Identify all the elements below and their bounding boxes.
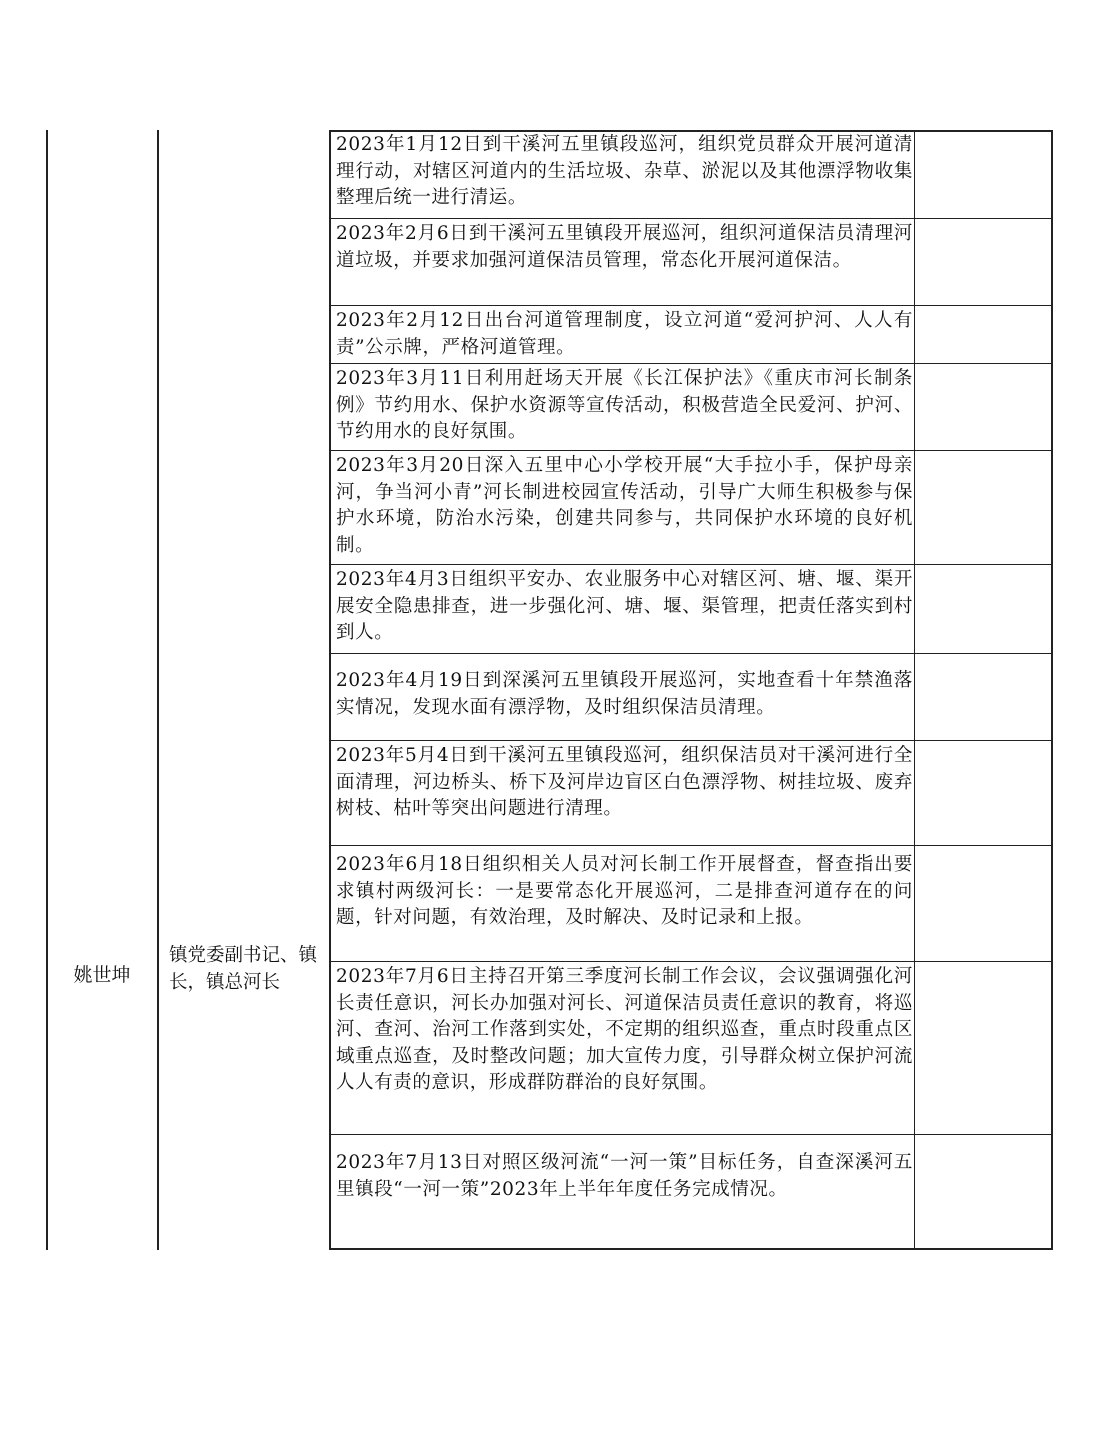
record-note: [914, 565, 1051, 653]
person-name: 姚世坤: [73, 963, 131, 986]
record-text: 2023年5月4日到干溪河五里镇段巡河，组织保洁员对干溪河进行全面清理，河边桥头、桥下及河岸边盲区白色漂浮物、树挂垃圾、废弃树枝、枯叶等突出问题进行清理。: [336, 745, 913, 819]
table-row: [331, 1135, 1051, 1248]
record-text: 2023年4月19日到深溪河五里镇段开展巡河，实地查看十年禁渔落实情况，发现水面有漂浮物，及时组织保洁员清理。: [336, 670, 913, 718]
record-text: 2023年3月11日利用赶场天开展《长江保护法》《重庆市河长制条例》节约用水、保护水资源等宣传活动，积极营造全民爱河、护河、节约用水的良好氛围。: [336, 368, 913, 442]
record-text: 2023年1月12日到干溪河五里镇段巡河，组织党员群众开展河道清理行动，对辖区河道内的生活垃圾、杂草、淤泥以及其他漂浮物收集整理后统一进行清运。: [336, 134, 913, 208]
table-row: [331, 132, 1051, 219]
record-note: [914, 962, 1051, 1134]
records-table: [329, 130, 1053, 1250]
record-text: 2023年7月13日对照区级河流“一河一策”目标任务，自查深溪河五里镇段“一河一策”2023年上半年年度任务完成情况。: [336, 1152, 913, 1200]
record-note: [914, 306, 1051, 363]
record-text: 2023年7月6日主持召开第三季度河长制工作会议，会议强调强化河长责任意识，河长办加强对河长、河道保洁员责任意识的教育，将巡河、查河、治河工作落到实处，不定期的组织巡查，重点时段重点区域重点巡查，及时整改问题；加大宣传力度，引导群众树立保护河流人人有责的意识，形成群防群治的良好氛围。: [336, 966, 913, 1093]
record-note: [914, 846, 1051, 961]
person-title: 镇党委副书记、镇长，镇总河长: [169, 945, 318, 993]
table-column-divider: [157, 130, 159, 1250]
table-row: [331, 565, 1051, 654]
record-note: [914, 654, 1051, 740]
record-note: [914, 364, 1051, 450]
table-row: [331, 654, 1051, 741]
record-note: [914, 741, 1051, 845]
record-note: [914, 451, 1051, 564]
table-row: [331, 306, 1051, 364]
record-text: 2023年6月18日组织相关人员对河长制工作开展督查，督查指出要求镇村两级河长：一是要常态化开展巡河，二是排查河道存在的问题，针对问题，有效治理，及时解决、及时记录和上报。: [336, 854, 913, 928]
record-text: 2023年3月20日深入五里中心小学校开展“大手拉小手，保护母亲河，争当河小青”河长制进校园宣传活动，引导广大师生积极参与保护水环境，防治水污染，创建共同参与，共同保护水环境的良好机制。: [336, 455, 913, 556]
record-note: [914, 132, 1051, 218]
table-row: [331, 364, 1051, 451]
record-text: 2023年2月6日到干溪河五里镇段开展巡河，组织河道保洁员清理河道垃圾，并要求加强河道保洁员管理，常态化开展河道保洁。: [336, 223, 913, 271]
table-row: [331, 962, 1051, 1135]
record-note: [914, 1135, 1051, 1248]
table-row: [331, 846, 1051, 962]
record-text: 2023年4月3日组织平安办、农业服务中心对辖区河、塘、堰、渠开展安全隐患排查，进一步强化河、塘、堰、渠管理，把责任落实到村到人。: [336, 569, 913, 643]
table-row: [331, 741, 1051, 846]
record-note: [914, 219, 1051, 305]
table-left-border: [46, 130, 48, 1250]
table-row: [331, 451, 1051, 565]
table-row: [331, 219, 1051, 306]
record-text: 2023年2月12日出台河道管理制度，设立河道“爱河护河、人人有责”公示牌，严格河道管理。: [336, 310, 913, 358]
